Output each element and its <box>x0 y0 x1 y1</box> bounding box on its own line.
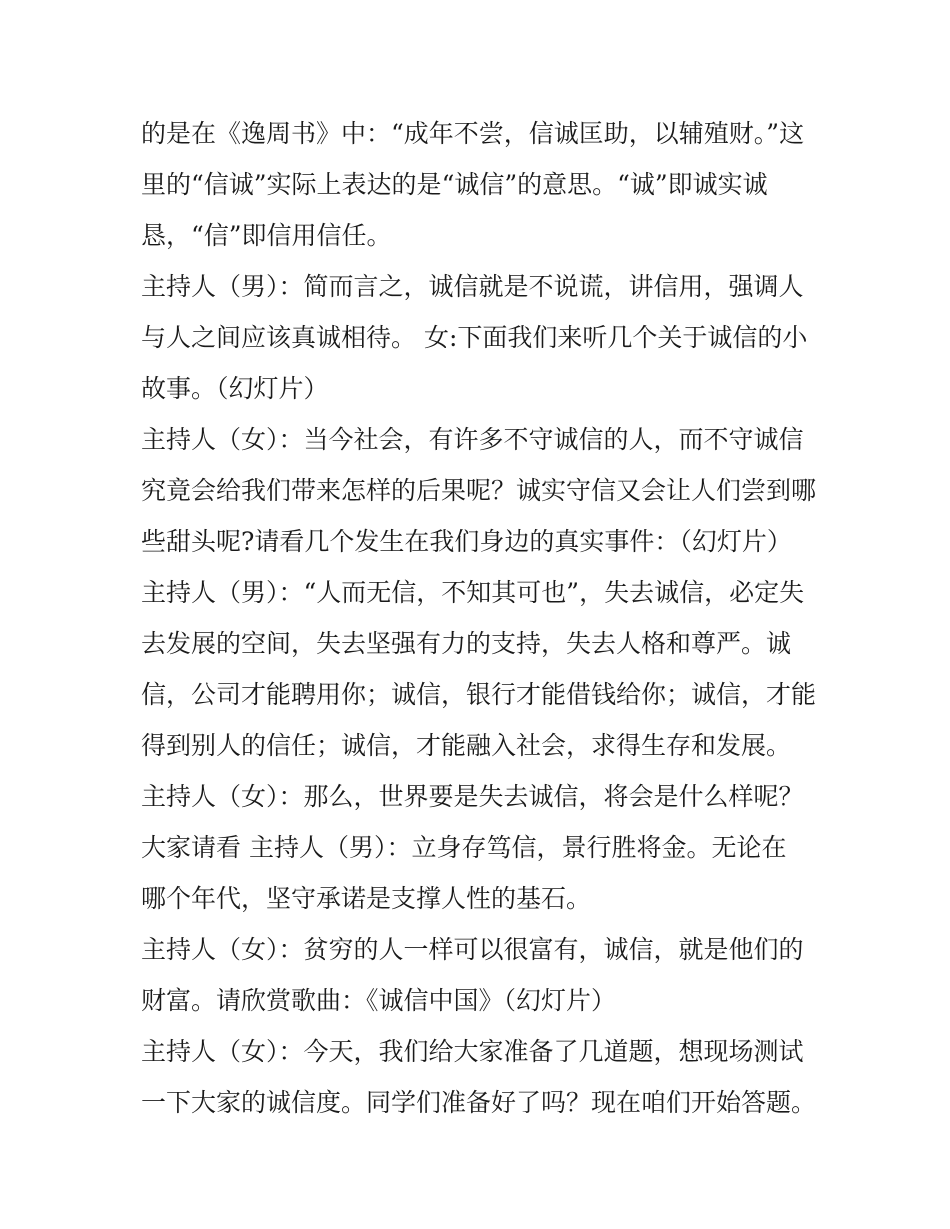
text-line-20: 一下大家的诚信度。同学们准备好了吗？现在咱们开始答题。 <box>141 1088 817 1117</box>
text-line-8: 究竟会给我们带来怎样的后果呢？诚实守信又会让人们尝到哪 <box>141 476 817 505</box>
text-line-19: 主持人（女）：今天，我们给大家准备了几道题，想现场测试 <box>141 1037 804 1066</box>
text-line-9: 些甜头呢?请看几个发生在我们身边的真实事件：（幻灯片） <box>141 527 792 556</box>
text-line-5: 与人之间应该真诚相待。 女:下面我们来听几个关于诚信的小 <box>141 323 808 352</box>
text-line-11: 去发展的空间，失去坚强有力的支持，失去人格和尊严。诚 <box>141 629 792 658</box>
text-line-4: 主持人（男）：简而言之，诚信就是不说谎，讲信用，强调人 <box>141 272 804 301</box>
text-line-1: 的是在《逸周书》中：“成年不尝，信诚匡助，以辅殖财。”这 <box>141 119 805 148</box>
body-text <box>141 108 821 1128</box>
text-line-2: 里的“信诚”实际上表达的是“诚信”的意思。“诚”即诚实诚 <box>141 170 768 199</box>
text-line-16: 哪个年代，坚守承诺是支撑人性的基石。 <box>141 884 592 913</box>
text-line-14: 主持人（女）：那么，世界要是失去诚信，将会是什么样呢？ <box>141 782 804 811</box>
text-line-10: 主持人（男）：“人而无信，不知其可也”，失去诚信，必定失 <box>141 578 805 607</box>
text-line-15: 大家请看 主持人（男）：立身存笃信，景行胜将金。无论在 <box>141 833 787 862</box>
text-line-7: 主持人（女）：当今社会，有许多不守诚信的人，而不守诚信 <box>141 425 804 454</box>
text-line-13: 得到别人的信任；诚信，才能融入社会，求得生存和发展。 <box>141 731 792 760</box>
text-line-18: 财富。请欣赏歌曲：《诚信中国》（幻灯片） <box>141 986 617 1015</box>
text-line-17: 主持人（女）：贫穷的人一样可以很富有，诚信，就是他们的 <box>141 935 804 964</box>
text-line-6: 故事。（幻灯片） <box>141 374 329 403</box>
text-line-12: 信，公司才能聘用你；诚信，银行才能借钱给你；诚信，才能 <box>141 680 817 709</box>
text-line-3: 恳，“信”即信用信任。 <box>141 221 392 250</box>
